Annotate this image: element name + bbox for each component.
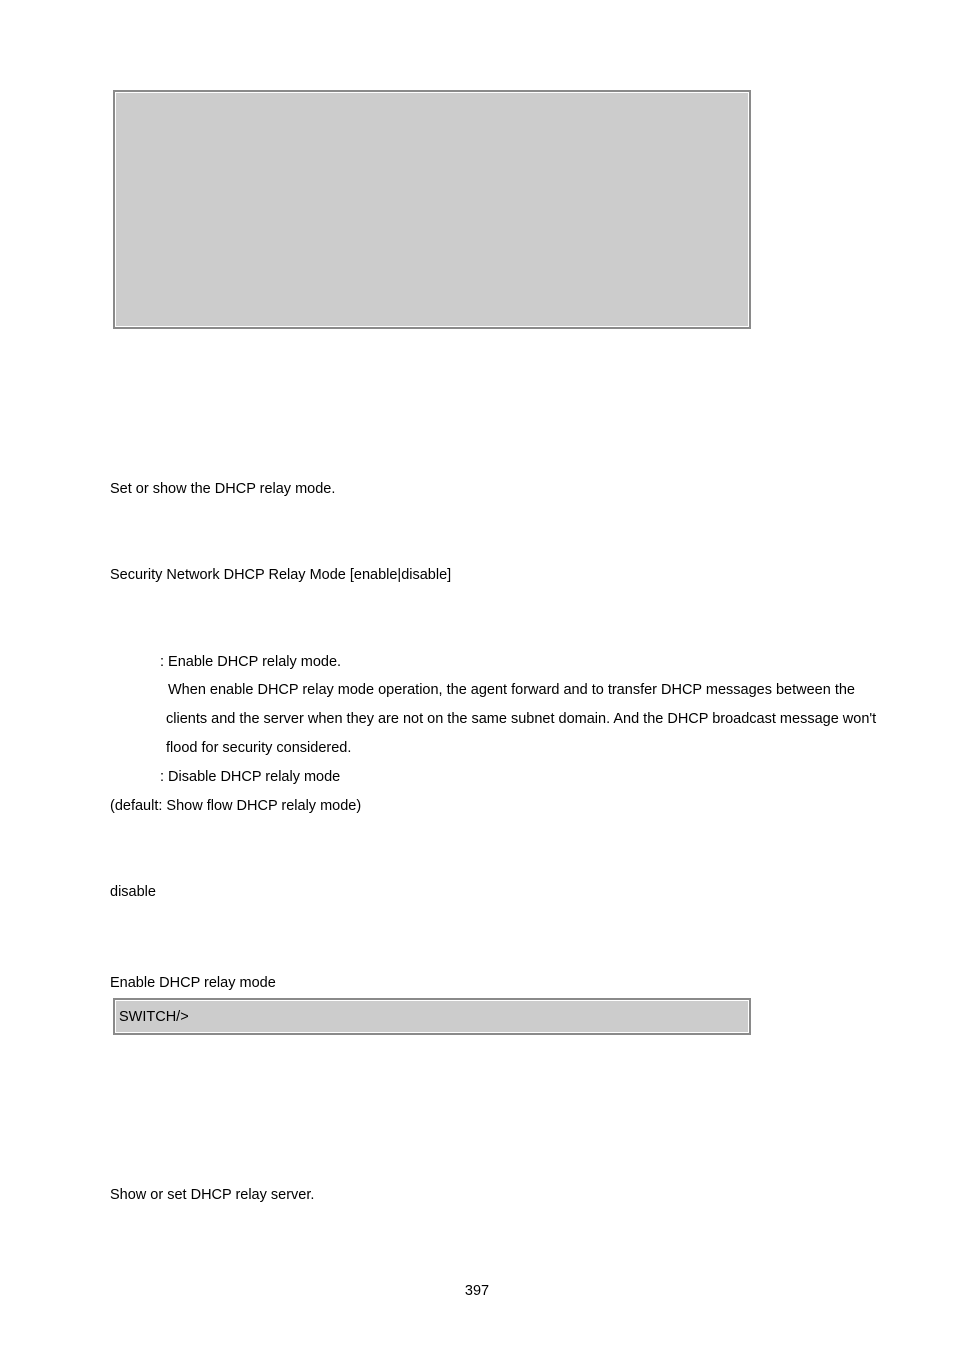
relay-server-description: Show or set DHCP relay server. xyxy=(110,1187,315,1203)
param-enable-description: : Enable DHCP relaly mode. xyxy=(160,654,342,670)
cli-prompt: SWITCH/> xyxy=(119,1009,189,1025)
param-enable-detail-line-2: clients and the server when they are not on the same subnet domain. And the DHCP broadcast message won't xyxy=(166,711,877,727)
page-number: 397 xyxy=(464,1283,490,1299)
param-enable-detail-line-1: When enable DHCP relay mode operation, the agent forward and to transfer DHCP messages between the xyxy=(168,682,855,698)
code-example-block xyxy=(113,90,751,329)
example-code-block xyxy=(113,998,751,1035)
relay-mode-description: Set or show the DHCP relay mode. xyxy=(110,481,336,497)
relay-mode-syntax: Security Network DHCP Relay Mode [enable|disable] xyxy=(110,567,452,583)
default-note: (default: Show flow DHCP relaly mode) xyxy=(110,798,362,814)
param-disable-description: : Disable DHCP relaly mode xyxy=(160,769,341,785)
param-enable-detail-line-3: flood for security considered. xyxy=(166,740,352,756)
example-caption: Enable DHCP relay mode xyxy=(110,975,276,991)
default-value: disable xyxy=(110,884,156,900)
